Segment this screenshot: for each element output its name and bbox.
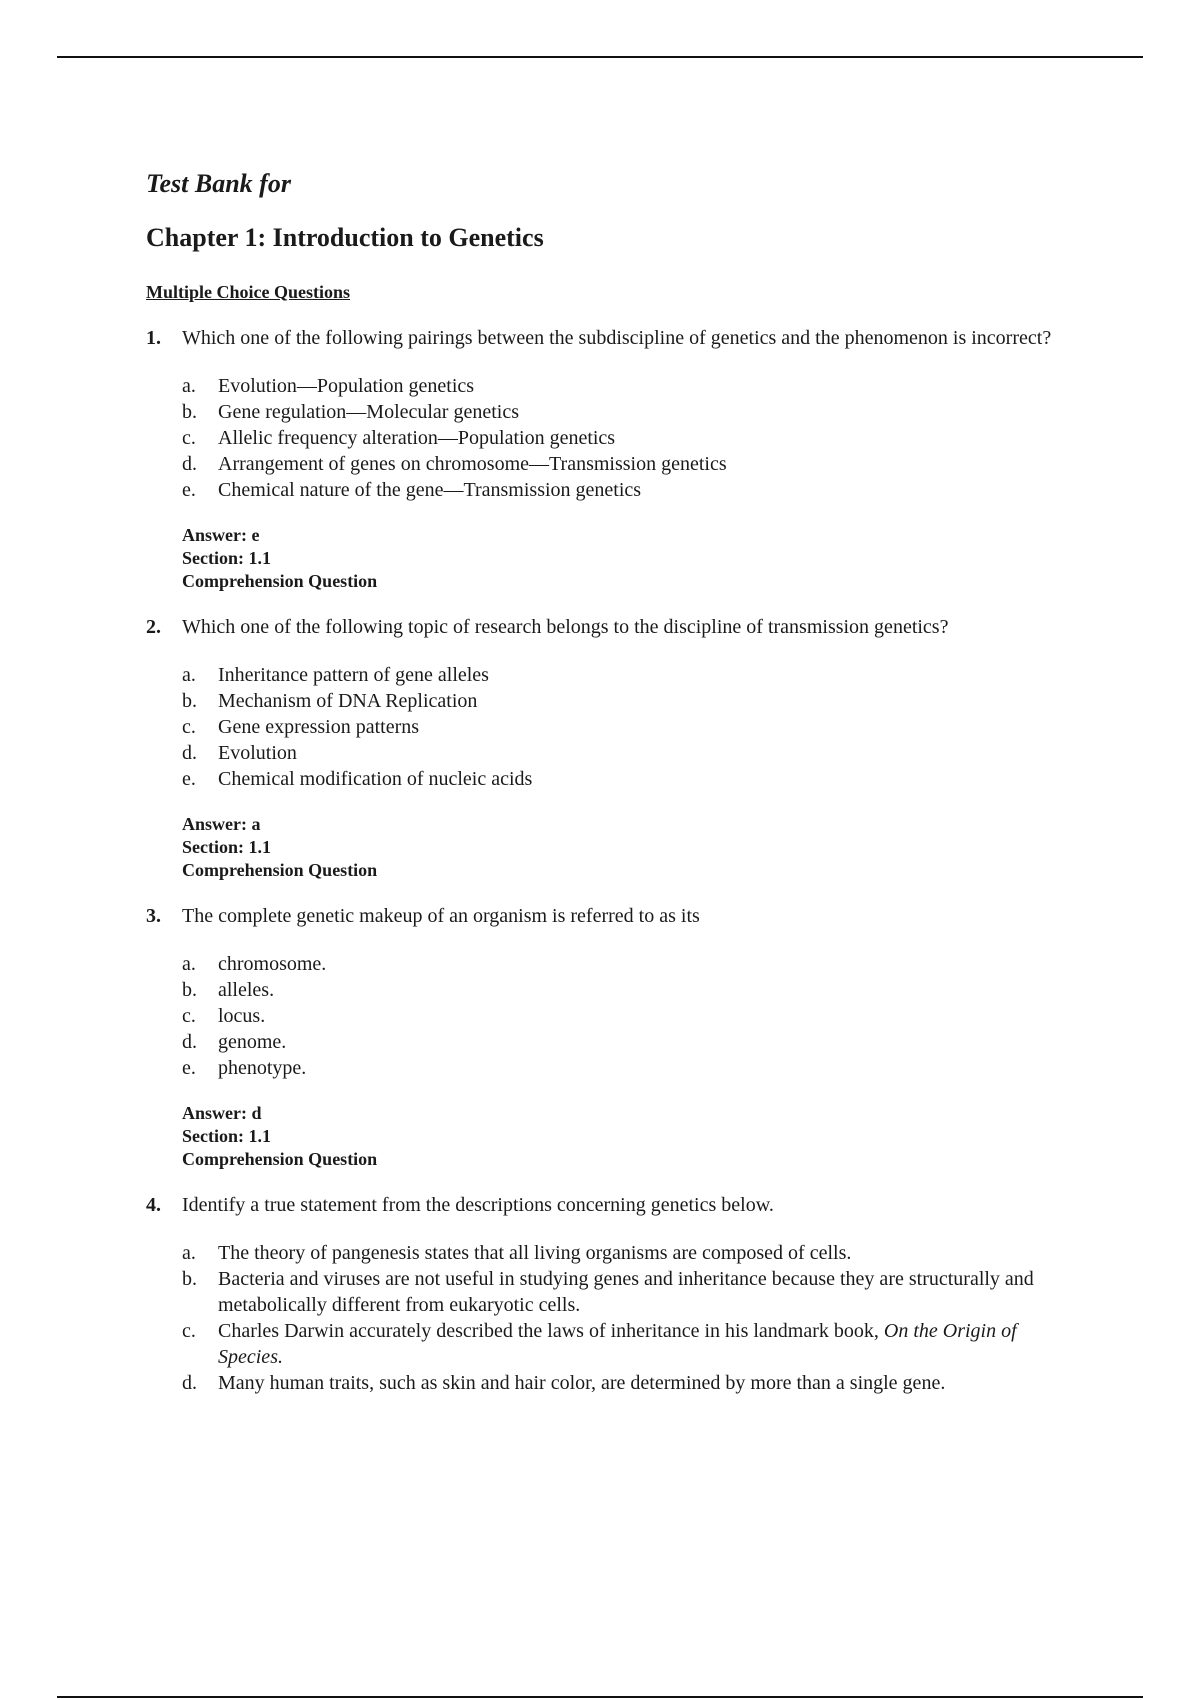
question-number: 4.	[146, 1194, 161, 1216]
option-text: Gene expression patterns	[218, 716, 420, 738]
option-a	[182, 951, 1086, 977]
answer-block	[182, 524, 1086, 593]
option-c	[182, 1318, 1086, 1370]
doc-title: Test Bank for	[146, 169, 291, 198]
option-text: Arrangement of genes on chromosome—Transmission genetics	[218, 453, 727, 475]
option-d	[182, 451, 1086, 477]
question-text: The complete genetic makeup of an organism is referred to as its	[182, 905, 700, 927]
option-text: The theory of pangenesis states that all living organisms are composed of cells.	[218, 1242, 852, 1264]
option-label: a.	[182, 375, 196, 397]
section-heading: Multiple Choice Questions	[146, 282, 351, 302]
option-b	[182, 977, 1086, 1003]
question-number: 3.	[146, 905, 161, 927]
option-label: b.	[182, 401, 197, 423]
option-e	[182, 766, 1086, 792]
option-label: c.	[182, 716, 196, 738]
options-list	[182, 1240, 1086, 1396]
options-list	[182, 951, 1086, 1081]
top-rule	[57, 56, 1143, 58]
answer: Answer: e	[182, 525, 260, 545]
option-text: Mechanism of DNA Replication	[218, 690, 478, 712]
option-e	[182, 477, 1086, 503]
option-b	[182, 1266, 1086, 1318]
option-a	[182, 1240, 1086, 1266]
options-list	[182, 662, 1086, 792]
section-ref: Section: 1.1	[182, 1126, 271, 1146]
question-number: 1.	[146, 327, 161, 349]
answer-block	[182, 1102, 1086, 1171]
option-label: c.	[182, 1320, 196, 1342]
option-text: Gene regulation—Molecular genetics	[218, 401, 519, 423]
question-type: Comprehension Question	[182, 571, 378, 591]
section-ref: Section: 1.1	[182, 548, 271, 568]
option-label: d.	[182, 1372, 197, 1394]
option-label: c.	[182, 1005, 196, 1027]
section-ref: Section: 1.1	[182, 837, 271, 857]
option-d	[182, 740, 1086, 766]
option-text: Evolution—Population genetics	[218, 375, 475, 397]
option-label: b.	[182, 1268, 197, 1290]
question-text: Which one of the following pairings between the subdiscipline of genetics and the phenomenon is incorrect?	[182, 327, 1052, 349]
question-3	[146, 903, 1086, 1171]
option-a	[182, 662, 1086, 688]
question-number: 2.	[146, 616, 161, 638]
option-c	[182, 425, 1086, 451]
question-type: Comprehension Question	[182, 860, 378, 880]
option-c	[182, 714, 1086, 740]
question-text: Which one of the following topic of research belongs to the discipline of transmission genetics?	[182, 616, 949, 638]
option-label: e.	[182, 768, 196, 790]
option-label: a.	[182, 664, 196, 686]
question-1	[146, 325, 1086, 593]
option-a	[182, 373, 1086, 399]
options-list	[182, 373, 1086, 503]
option-label: e.	[182, 479, 196, 501]
question-2	[146, 614, 1086, 882]
question-text: Identify a true statement from the descriptions concerning genetics below.	[182, 1194, 774, 1216]
document-body	[146, 168, 1086, 1396]
option-text: Many human traits, such as skin and hair color, are determined by more than a single gene.	[218, 1372, 946, 1394]
question-4	[146, 1192, 1086, 1396]
option-text: alleles.	[218, 979, 275, 1001]
option-text: genome.	[218, 1031, 287, 1053]
option-text: Bacteria and viruses are not useful in studying genes and inheritance because they are structurally and metabolically different from eukaryotic cells.	[218, 1268, 1034, 1316]
question-type: Comprehension Question	[182, 1149, 378, 1169]
book-title: On the Origin of Species.	[218, 1320, 1017, 1368]
option-b	[182, 399, 1086, 425]
option-label: d.	[182, 453, 197, 475]
option-label: d.	[182, 1031, 197, 1053]
option-text: Inheritance pattern of gene alleles	[218, 664, 489, 686]
option-text: Chemical nature of the gene—Transmission genetics	[218, 479, 642, 501]
option-b	[182, 688, 1086, 714]
option-text: Allelic frequency alteration—Population genetics	[218, 427, 616, 449]
option-c	[182, 1003, 1086, 1029]
option-label: e.	[182, 1057, 196, 1079]
option-label: a.	[182, 1242, 196, 1264]
option-text: chromosome.	[218, 953, 327, 975]
option-text: phenotype.	[218, 1057, 307, 1079]
option-label: b.	[182, 690, 197, 712]
option-label: b.	[182, 979, 197, 1001]
answer-block	[182, 813, 1086, 882]
option-d	[182, 1370, 1086, 1396]
option-text: Chemical modification of nucleic acids	[218, 768, 533, 790]
answer: Answer: a	[182, 814, 261, 834]
option-e	[182, 1055, 1086, 1081]
option-label: c.	[182, 427, 196, 449]
option-text: Charles Darwin accurately described the laws of inheritance in his landmark book,	[218, 1320, 884, 1342]
chapter-title: Chapter 1: Introduction to Genetics	[146, 223, 544, 252]
option-label: a.	[182, 953, 196, 975]
option-d	[182, 1029, 1086, 1055]
option-text: locus.	[218, 1005, 266, 1027]
option-label: d.	[182, 742, 197, 764]
option-text: Evolution	[218, 742, 297, 764]
answer: Answer: d	[182, 1103, 262, 1123]
bottom-rule	[57, 1696, 1143, 1698]
